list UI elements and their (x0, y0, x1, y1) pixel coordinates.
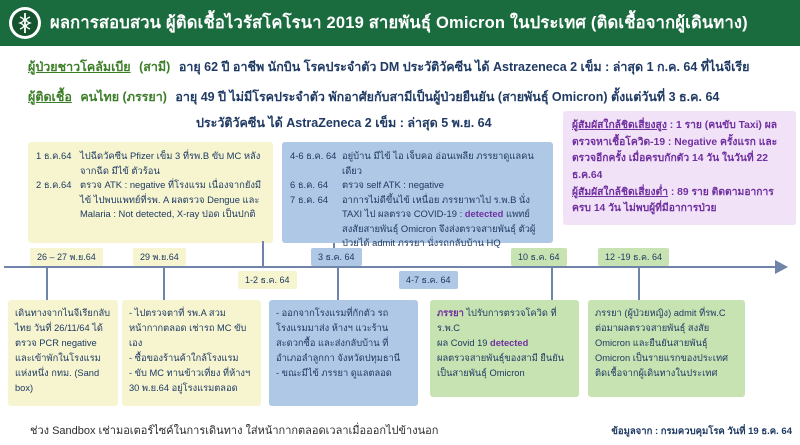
event-text-part: อาการไม่ดีขึ้นไข้ เหนื่อย ภรรยาพาไป ร.พ.B นั่ง TAXI ไป ผลตรวจ COVID-19 : (342, 193, 530, 220)
event-entry (36, 178, 265, 222)
event-box-dec12-19: ภรรยา (ผู้ป่วยหญิง) admit ที่รพ.C ต่อมาผลตรวจสายพันธุ์ สงสัย Omicron และยืนยันสายพันธุ์ Omicron เป็นรายแรกของประเทศ ติดเชื้อจากผู้เดินทางในประเทศ (588, 300, 745, 397)
event-date: 2 ธ.ค.64 (36, 179, 72, 191)
event-text: ตรวจ ATK : negative ที่โรงแรม เนื่องจากยังมีไข้ ไปพบแพทย์ที่รพ. A ผลตรวจ Dengue และ Malaria : Not detected, X-ray ปอด เป็นปกติ (80, 179, 262, 220)
event-line: - ไปตรวจตาที่ รพ.A สวมหน้ากากตลอด เช่ารถ MC ขับเอง (129, 308, 247, 349)
date-chip: 26 – 27 พ.ย.64 (30, 248, 103, 266)
date-chip: 12 -19 ธ.ค. 64 (598, 248, 669, 266)
event-entry (290, 149, 545, 178)
event-entry (290, 193, 545, 251)
event-line: ผลตรวจสายพันธุ์ของสามี ยืนยันเป็นสายพันธุ์ Omicron (437, 353, 565, 379)
event-box-nov29-30 (122, 300, 261, 406)
moph-emblem-icon (8, 6, 42, 40)
event-line: - ซื้อของร้านค้าใกล้โรงแรม (129, 353, 239, 364)
date-chip: 4-7 ธ.ค. 64 (399, 271, 458, 289)
event-box-nov26-27: เดินทางจากไนจีเรียกลับไทย วันที่ 26/11/64 ได้ตรวจ PCR negative และเข้าพักในโรงแรมแห่งหนึ่ง กทม. (Sand box) (8, 300, 118, 406)
page-title: ผลการสอบสวน ผู้ติดเชื้อไวรัสโคโรนา 2019 สายพันธุ์ Omicron ในประเทศ (ติดเชื้อจากผู้เดินทาง) (50, 14, 748, 32)
patient-wife-line (28, 87, 794, 107)
event-entry (290, 178, 545, 193)
wife-sublabel: คนไทย (ภรรยา) (80, 90, 167, 104)
high-risk-text: : 1 ราย (คนขับ Taxi) ผลตรวจหาเชื้อโควิด-19 : Negative ครั้งแรก และตรวจอีกครั้ง เมื่อครบกักตัว 14 วัน ในวันที่ 22 ธ.ค.64 (572, 120, 778, 182)
event-text-part: ไปรับการตรวจโควิด ที่ ร.พ.C (437, 308, 557, 334)
event-text: อยู่บ้าน มีไข้ ไอ เจ็บคอ อ่อนเพลีย ภรรยาดูแลคนเดียว (342, 150, 534, 176)
timeline-connector (46, 267, 48, 300)
wife-detail: อายุ 49 ปี ไม่มีโรคประจำตัว พักอาศัยกับสามีเป็นผู้ป่วยยืนยัน (สายพันธุ์ Omicron) ตั้งแต่วันที่ 3 ธ.ค. 64 (175, 90, 720, 104)
patient-husband-line (28, 57, 794, 77)
detected-highlight: detected (490, 338, 529, 349)
date-chip: 3 ธ.ค. 64 (311, 248, 362, 266)
husband-sublabel: (สามี) (139, 60, 171, 74)
wife-highlight: ภรรยา (437, 308, 464, 318)
event-entry (36, 149, 265, 178)
date-chip: 10 ธ.ค. 64 (511, 248, 567, 266)
wife-label: ผู้ติดเชื้อ (28, 90, 72, 104)
high-risk-label: ผู้สัมผัสใกล้ชิดเสี่ยงสูง (572, 120, 667, 131)
timeline-axis (4, 266, 777, 268)
header-bar (0, 0, 800, 46)
event-box-dec10 (430, 300, 579, 397)
event-text-part: แพทย์สงสัยสายพันธุ์ Omicron จึงส่งตรวจสายพันธุ์ ตัวผู้ป่วยได้ admit ภรรยา นั่งรถกลับบ้าน HQ (342, 208, 536, 249)
event-date: 6 ธ.ค. 64 (290, 179, 329, 191)
event-line: - ขณะมีไข้ ภรรยา ดูแลตลอด (276, 368, 392, 379)
date-chip: 1-2 ธ.ค. 64 (238, 271, 297, 289)
event-box-dec1-2 (28, 142, 273, 243)
event-date: 7 ธ.ค. 64 (290, 193, 329, 205)
data-source-credit: ข้อมูลจาก : กรมควบคุมโรค วันที่ 19 ธ.ค. 64 (611, 426, 792, 437)
wife-vaccine-line: ประวัติวัคซีน ได้ AstraZeneca 2 เข็ม : ล่าสุด 5 พ.ย. 64 (196, 116, 492, 130)
husband-label: ผู้ป่วยชาวโคลัมเบีย (28, 60, 131, 74)
sandbox-footnote: ช่วง Sandbox เช่ามอเตอร์ไซค์ในการเดินทาง ใส่หน้ากากตลอดเวลาเมื่อออกไปข้างนอก (30, 425, 439, 437)
event-box-dec4-7 (282, 142, 553, 249)
husband-detail: อายุ 62 ปี อาชีพ นักบิน โรคประจำตัว DM ประวัติวัคซีน ได้ Astrazeneca 2 เข็ม : ล่าสุด 1 ก.ค. 64 ที่ไนจีเรีย (178, 60, 750, 74)
event-text: ตรวจ self ATK : negative (342, 179, 444, 191)
event-date: 4-6 ธ.ค. 64 (290, 150, 337, 161)
date-chip: 29 พ.ย.64 (133, 248, 186, 266)
event-line (437, 306, 572, 336)
detected-highlight: detected (464, 208, 504, 220)
event-date: 1 ธ.ค.64 (36, 150, 72, 161)
timeline-arrowhead-icon (775, 260, 788, 274)
timeline-connector (551, 267, 553, 300)
contact-tracing-box (563, 111, 796, 225)
event-text: ไปฉีดวัคซีน Pfizer เข็ม 3 ที่รพ.B ขับ MC หลังจากฉีด มีไข้ ตัวร้อน (80, 150, 261, 176)
event-box-dec3 (269, 300, 418, 406)
event-line: - ออกจากโรงแรมที่กักตัว รถโรงแรมมาส่ง ห้างฯ แวะร้านสะดวกซื้อ และส่งกลับบ้าน ที่อำเภอลำลูกกา จังหวัดปทุมธานี (276, 308, 401, 364)
timeline-connector (337, 267, 339, 300)
event-line (437, 336, 572, 351)
event-text-part: ผล Covid 19 (437, 338, 491, 349)
event-text (342, 193, 545, 251)
timeline-connector (163, 267, 165, 300)
timeline-connector (638, 267, 640, 300)
event-line: - ขับ MC ทานข้าวเที่ยง ที่ห้างฯ (129, 368, 251, 379)
low-risk-text: : 89 ราย ติดตามอาการครบ 14 วัน ไม่พบผู้ที่มีอาการป่วย (572, 186, 774, 215)
low-risk-label: ผู้สัมผัสใกล้ชิดเสี่ยงต่ำ (572, 186, 669, 198)
event-line: 30 พ.ย.64 อยู่โรงแรมตลอด (129, 383, 238, 394)
timeline-connector (262, 241, 264, 267)
